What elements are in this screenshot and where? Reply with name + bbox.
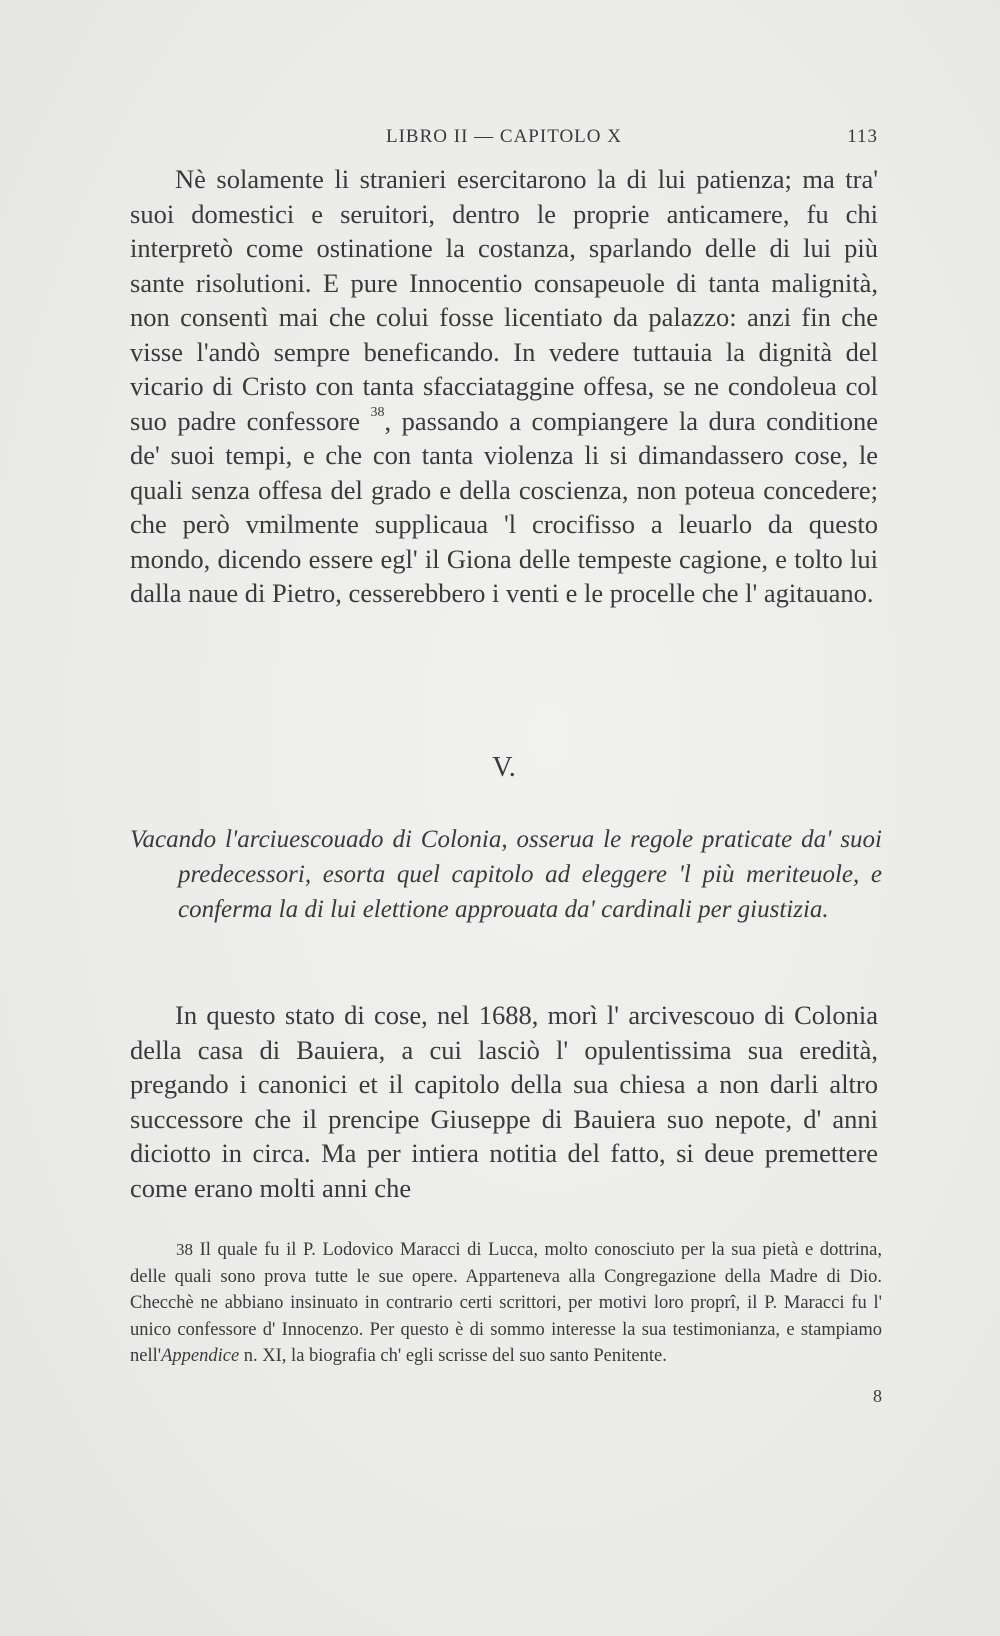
paragraph-1 (130, 162, 878, 611)
footnote-38 (130, 1237, 882, 1370)
section-summary-text: Vacando l'arciuescouado di Colonia, osserua le regole praticate da' suoi predecessori, esorta quel capitolo ad eleggere 'l più meriteuole, e conferma la di lui elettione approuata da' cardinali per giustizia. (130, 826, 882, 923)
footnote-appendix-word: Appendice (161, 1346, 240, 1366)
footnote-text-a: Il quale fu il P. Lodovico Maracci di Lucca, molto conosciuto per la sua pietà e dottrina, delle quali sono prova tutte le sue opere. Apparteneva alla Congregazione della Madre di Dio. Checchè ne abbiano insinuato in contrario certi scrittori, per motivi loro proprî, il P. Maracci fu l' unico confessore d' Innocenzo. Per questo è di sommo interesse la sua testimonianza, e stampiamo nell' (130, 1240, 882, 1366)
section-summary (130, 822, 882, 927)
section-number: V. (492, 752, 516, 783)
running-head (130, 126, 878, 150)
footnote-reference: 38 (370, 404, 385, 420)
page-number: 113 (847, 126, 878, 147)
footnote-number: 38 (176, 1240, 193, 1259)
footnote-text-b: n. XI, la biografia ch' egli scrisse del suo santo Penitente. (239, 1346, 667, 1366)
running-title: LIBRO II — CAPITOLO X (386, 126, 622, 147)
paragraph-2: In questo stato di cose, nel 1688, morì l' arcivescouo di Colonia della casa di Bauiera, a cui lasciò l' opulentissima sua eredità, pregando i canonici et il capitolo della sua chiesa a non darli altro successore che il prencipe Giuseppe di Bauiera suo nepote, d' anni diciotto in circa. Ma per intiera notitia del fatto, si deue premettere come erano molti anni che (130, 1000, 878, 1203)
paragraph-1-text-b: , passando a compiangere la dura conditione de' suoi tempi, e che con tanta violenza li si dimandassero cose, le quali senza offesa del grado e della coscienza, non poteua concedere; che però vmilmente supplicaua 'l crocifisso a leuarlo da questo mondo, dicendo essere egl' il Giona delle tempeste cagione, e tolto lui dalla naue di Pietro, cesserebbero i venti e le procelle che l' agitauano. (130, 405, 878, 608)
signature-mark: 8 (873, 1386, 882, 1406)
paragraph-1-text-a: Nè solamente li stranieri esercitarono la di lui patienza; ma tra' suoi domestici e seruitori, dentro le proprie anticamere, fu chi interpretò come ostinatione la costanza, sparlando delle di lui più sante risolutioni. E pure Innocentio consapeuole di tanta malignità, non consentì mai che colui fosse licentiato da palazzo: anzi fin che visse l'andò sempre beneficando. In vedere tuttauia la dignità del vicario di Cristo con tanta sfacciataggine offesa, se ne condoleua col suo padre confessore (130, 164, 878, 436)
